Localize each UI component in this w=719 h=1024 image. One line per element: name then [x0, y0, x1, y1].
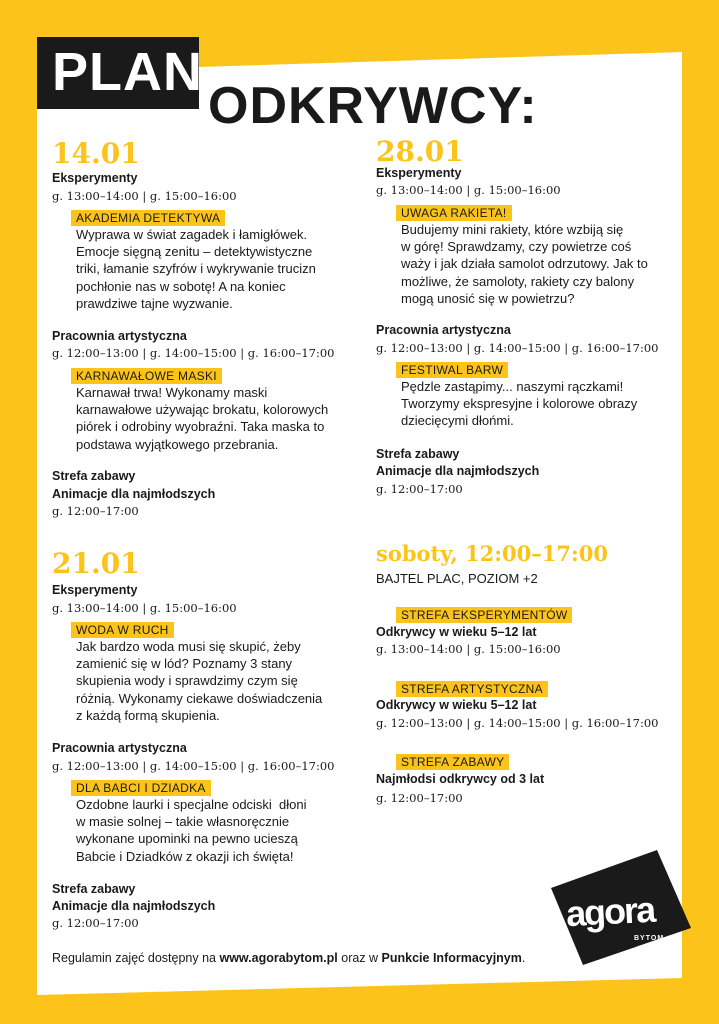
section-hours: g. 13:00–14:00 | g. 15:00–16:00 [376, 183, 561, 197]
activity-tag: UWAGA RAKIETA! [396, 205, 512, 221]
activity-description: Budujemy mini rakiety, które wzbiją się w górę! Sprawdzamy, czy powietrze coś waży i jak działa samolot odrzutowy. Jak to możliwe, że samoloty, rakiety czy balony mogą unosić się w powietrzu? [401, 222, 648, 306]
section-heading: Strefa zabawy [52, 882, 136, 896]
activity-description: Pędzle zastąpimy... naszymi rączkami! Tworzymy ekspresyjne i kolorowe obrazy dziecięcymi dłońmi. [401, 379, 638, 429]
activity-description: Ozdobne laurki i specjalne odciski dłoni w masie solnej – takie własnoręcznie wykonane upominki na pewno ucieszą Babcie i Dziadków z okazji ich święta! [76, 797, 307, 864]
activity-tag: KARNAWAŁOWE MASKI [71, 368, 222, 384]
section-hours: g. 12:00–17:00 [376, 482, 463, 496]
zone-heading: Najmłodsi odkrywcy od 3 lat [376, 772, 545, 786]
zone-tag: STREFA EKSPERYMENTÓW [396, 607, 572, 623]
section-hours: g. 12:00–17:00 [52, 916, 139, 930]
section-subheading: Animacje dla najmłodszych [52, 899, 216, 913]
footer-text: oraz w [337, 951, 382, 965]
section-subheading: Animacje dla najmłodszych [52, 487, 216, 501]
section-heading: Pracownia artystyczna [376, 323, 511, 337]
activity-description: Wyprawa w świat zagadek i łamigłówek. Emocje sięgną zenitu – detektywistyczne triki, łamanie szyfrów i wykrywanie trucizn pochłonie nas w sobotę! A na koniec prawdziwe tajne wyzwanie. [76, 227, 316, 311]
zone-tag: STREFA ARTYSTYCZNA [396, 681, 548, 697]
zone-heading: Odkrywcy w wieku 5–12 lat [376, 625, 537, 639]
footer-text: Regulamin zajęć dostępny na [52, 951, 220, 965]
section-hours: g. 13:00–14:00 | g. 15:00–16:00 [52, 601, 237, 615]
saturdays-title: soboty, 12:00–17:00 [376, 541, 608, 566]
plan-title: PLAN [52, 42, 203, 102]
section-subheading: Animacje dla najmłodszych [376, 464, 540, 478]
activity-tag: AKADEMIA DETEKTYWA [71, 210, 225, 226]
section-heading: Eksperymenty [52, 583, 138, 597]
section-hours: g. 12:00–13:00 | g. 14:00–15:00 | g. 16:00–17:00 [376, 341, 659, 355]
date-14-01: 14.01 [52, 137, 140, 170]
activity-description: Karnawał trwa! Wykonamy maski karnawałowe używając brokatu, kolorowych piórek i odrobiny wyobraźni. Taka maska to podstawa wyjątkowego przebrania. [76, 385, 329, 452]
section-heading: Pracownia artystyczna [52, 329, 187, 343]
activity-tag: WODA W RUCH [71, 622, 174, 638]
zone-hours: g. 12:00–13:00 | g. 14:00–15:00 | g. 16:00–17:00 [376, 716, 659, 730]
section-hours: g. 12:00–13:00 | g. 14:00–15:00 | g. 16:00–17:00 [52, 759, 335, 773]
info-point: Punkcie Informacyjnym [381, 951, 522, 965]
logo-wordmark: agora [564, 888, 656, 935]
saturdays-place: BAJTEL PLAC, POZIOM +2 [376, 571, 538, 586]
zone-hours: g. 13:00–14:00 | g. 15:00–16:00 [376, 642, 561, 656]
section-hours: g. 12:00–17:00 [52, 504, 139, 518]
footer-note [52, 950, 525, 967]
activity-tag: DLA BABCI I DZIADKA [71, 780, 211, 796]
section-heading: Eksperymenty [376, 166, 462, 180]
section-heading: Eksperymenty [52, 171, 138, 185]
date-21-01: 21.01 [52, 547, 140, 580]
section-hours: g. 13:00–14:00 | g. 15:00–16:00 [52, 189, 237, 203]
odkrywcy-title: ODKRYWCY: [208, 77, 538, 135]
footer-text: . [521, 951, 526, 965]
activity-tag: FESTIWAL BARW [396, 362, 508, 378]
section-heading: Strefa zabawy [52, 469, 136, 483]
section-hours: g. 12:00–13:00 | g. 14:00–15:00 | g. 16:00–17:00 [52, 346, 335, 360]
date-28-01: 28.01 [376, 135, 464, 168]
section-heading: Pracownia artystyczna [52, 741, 187, 755]
zone-heading: Odkrywcy w wieku 5–12 lat [376, 698, 537, 712]
logo-city: BYTOM [634, 935, 665, 942]
zone-tag: STREFA ZABAWY [396, 754, 509, 770]
zone-hours: g. 12:00–17:00 [376, 791, 463, 805]
website-link[interactable]: www.agorabytom.pl [219, 951, 338, 965]
section-heading: Strefa zabawy [376, 447, 460, 461]
activity-description: Jak bardzo woda musi się skupić, żeby zamienić się w lód? Poznamy 3 stany skupienia wody i sprawdzimy czym się różnią. Wykonamy ciekawe doświadczenia z każdą formą skupienia. [76, 639, 323, 723]
